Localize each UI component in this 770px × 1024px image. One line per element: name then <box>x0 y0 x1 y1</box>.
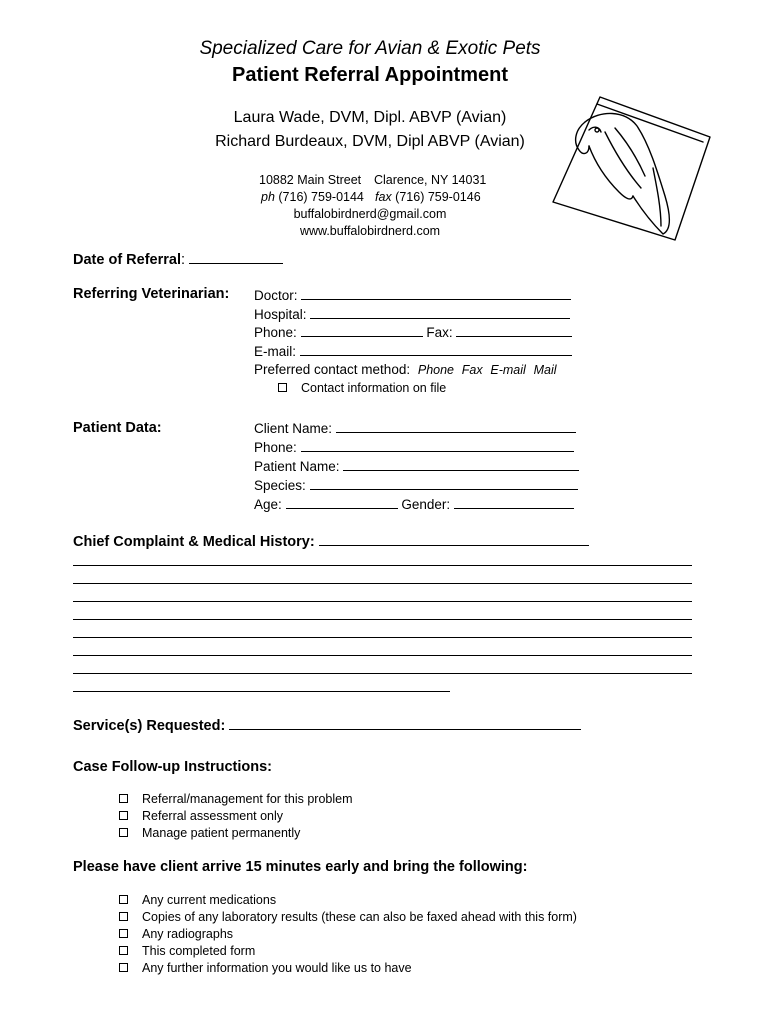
doctor-field[interactable] <box>301 287 571 300</box>
client-phone-row <box>254 439 574 455</box>
clinic-email: buffalobirdnerd@gmail.com <box>293 207 447 221</box>
vet-fax-label: Fax: <box>426 325 453 340</box>
patient-name-label: Patient Name: <box>254 459 340 474</box>
date-of-referral-colon: : <box>180 252 186 268</box>
contact-on-file-row <box>278 381 446 395</box>
follow-up-checkbox[interactable] <box>119 828 128 837</box>
bring-item <box>119 927 233 941</box>
gender-label: Gender: <box>401 497 451 512</box>
hospital-label: Hospital: <box>254 307 307 322</box>
fax-label: fax <box>375 190 392 204</box>
bring-text: This completed form <box>142 944 256 958</box>
date-of-referral-label <box>73 251 283 268</box>
follow-up-item <box>119 809 283 823</box>
referring-vet-label: Referring Veterinarian: <box>73 286 230 302</box>
age-gender-row <box>254 496 574 512</box>
vet-phone-field[interactable] <box>301 324 423 337</box>
bring-text: Any radiographs <box>142 927 234 941</box>
bring-checkbox[interactable] <box>119 963 128 972</box>
follow-up-label: Case Follow-up Instructions: <box>73 759 272 775</box>
vet-email-field[interactable] <box>300 343 572 356</box>
bring-item <box>119 944 255 958</box>
client-name-field[interactable] <box>336 420 576 433</box>
history-line[interactable] <box>73 601 692 602</box>
vet-email-row <box>254 343 572 359</box>
bring-item <box>119 961 412 975</box>
history-line[interactable] <box>73 583 692 584</box>
clinic-street: 10882 Main Street <box>259 173 362 187</box>
vet-phone-label: Phone: <box>254 325 297 340</box>
bring-text: Any current medications <box>142 893 277 907</box>
date-of-referral-field[interactable] <box>189 251 283 264</box>
services-row <box>73 717 581 734</box>
patient-name-field[interactable] <box>343 458 579 471</box>
preferred-contact-label: Preferred contact method: <box>254 362 411 377</box>
patient-data-label: Patient Data: <box>73 420 162 436</box>
client-name-label: Client Name: <box>254 421 333 436</box>
vet-fax-field[interactable] <box>456 324 572 337</box>
bring-checkbox[interactable] <box>119 946 128 955</box>
clinic-city: Clarence, NY 14031 <box>374 173 487 187</box>
chief-complaint-row <box>73 533 589 550</box>
follow-up-checkbox[interactable] <box>119 811 128 820</box>
page-title: Patient Referral Appointment <box>232 64 508 86</box>
date-of-referral-text: Date of Referral <box>73 252 181 268</box>
history-line[interactable] <box>73 637 692 638</box>
follow-up-text: Manage patient permanently <box>142 826 301 840</box>
option-mail[interactable]: Mail <box>533 363 557 377</box>
history-line[interactable] <box>73 619 692 620</box>
clinic-website: www.buffalobirdnerd.com <box>299 224 441 238</box>
fax-number: (716) 759-0146 <box>395 190 481 204</box>
client-name-row <box>254 420 576 436</box>
phone-number: (716) 759-0144 <box>278 190 364 204</box>
doctor-name-1: Laura Wade, DVM, Dipl. ABVP (Avian) <box>233 109 507 126</box>
bring-item <box>119 893 276 907</box>
doctor-row <box>254 287 571 303</box>
vet-email-label: E-mail: <box>254 344 297 359</box>
vet-phone-row <box>254 324 572 340</box>
contact-on-file-label: Contact information on file <box>301 381 447 395</box>
bring-checkbox[interactable] <box>119 895 128 904</box>
option-email[interactable]: E-mail <box>490 363 526 377</box>
species-label: Species: <box>254 478 306 493</box>
hospital-field[interactable] <box>310 306 570 319</box>
history-line[interactable] <box>73 691 450 692</box>
age-field[interactable] <box>286 496 398 509</box>
client-phone-field[interactable] <box>301 439 574 452</box>
age-label: Age: <box>254 497 282 512</box>
contact-on-file-checkbox[interactable] <box>278 383 287 392</box>
phone-label: ph <box>261 190 275 204</box>
history-line[interactable] <box>73 655 692 656</box>
history-line[interactable] <box>73 673 692 674</box>
follow-up-checkbox[interactable] <box>119 794 128 803</box>
parrot-logo-icon <box>545 92 715 242</box>
patient-name-row <box>254 458 579 474</box>
history-line[interactable] <box>73 565 692 566</box>
hospital-row <box>254 306 570 322</box>
clinic-tagline: Specialized Care for Avian & Exotic Pets <box>199 38 541 59</box>
option-fax[interactable]: Fax <box>461 363 483 377</box>
follow-up-item <box>119 826 300 840</box>
follow-up-text: Referral assessment only <box>142 809 284 823</box>
bring-text: Any further information you would like us to have <box>142 961 412 975</box>
gender-field[interactable] <box>454 496 574 509</box>
preferred-contact-row <box>254 362 557 377</box>
species-row <box>254 477 578 493</box>
follow-up-text: Referral/management for this problem <box>142 792 353 806</box>
species-field[interactable] <box>310 477 578 490</box>
option-phone[interactable]: Phone <box>417 363 455 377</box>
bring-item <box>119 910 577 924</box>
doctor-name-2: Richard Burdeaux, DVM, Dipl ABVP (Avian) <box>215 133 525 150</box>
bring-items-label: Please have client arrive 15 minutes early and bring the following: <box>73 859 528 875</box>
chief-complaint-field[interactable] <box>319 533 589 546</box>
doctor-label: Doctor: <box>254 288 298 303</box>
clinic-fax <box>375 190 481 204</box>
bring-checkbox[interactable] <box>119 912 128 921</box>
bring-checkbox[interactable] <box>119 929 128 938</box>
services-label: Service(s) Requested: <box>73 718 226 734</box>
follow-up-item <box>119 792 353 806</box>
bring-text: Copies of any laboratory results (these can also be faxed ahead with this form) <box>142 910 577 924</box>
clinic-phone <box>261 190 364 204</box>
client-phone-label: Phone: <box>254 440 297 455</box>
chief-complaint-label: Chief Complaint & Medical History: <box>73 534 315 550</box>
services-field[interactable] <box>229 717 581 730</box>
